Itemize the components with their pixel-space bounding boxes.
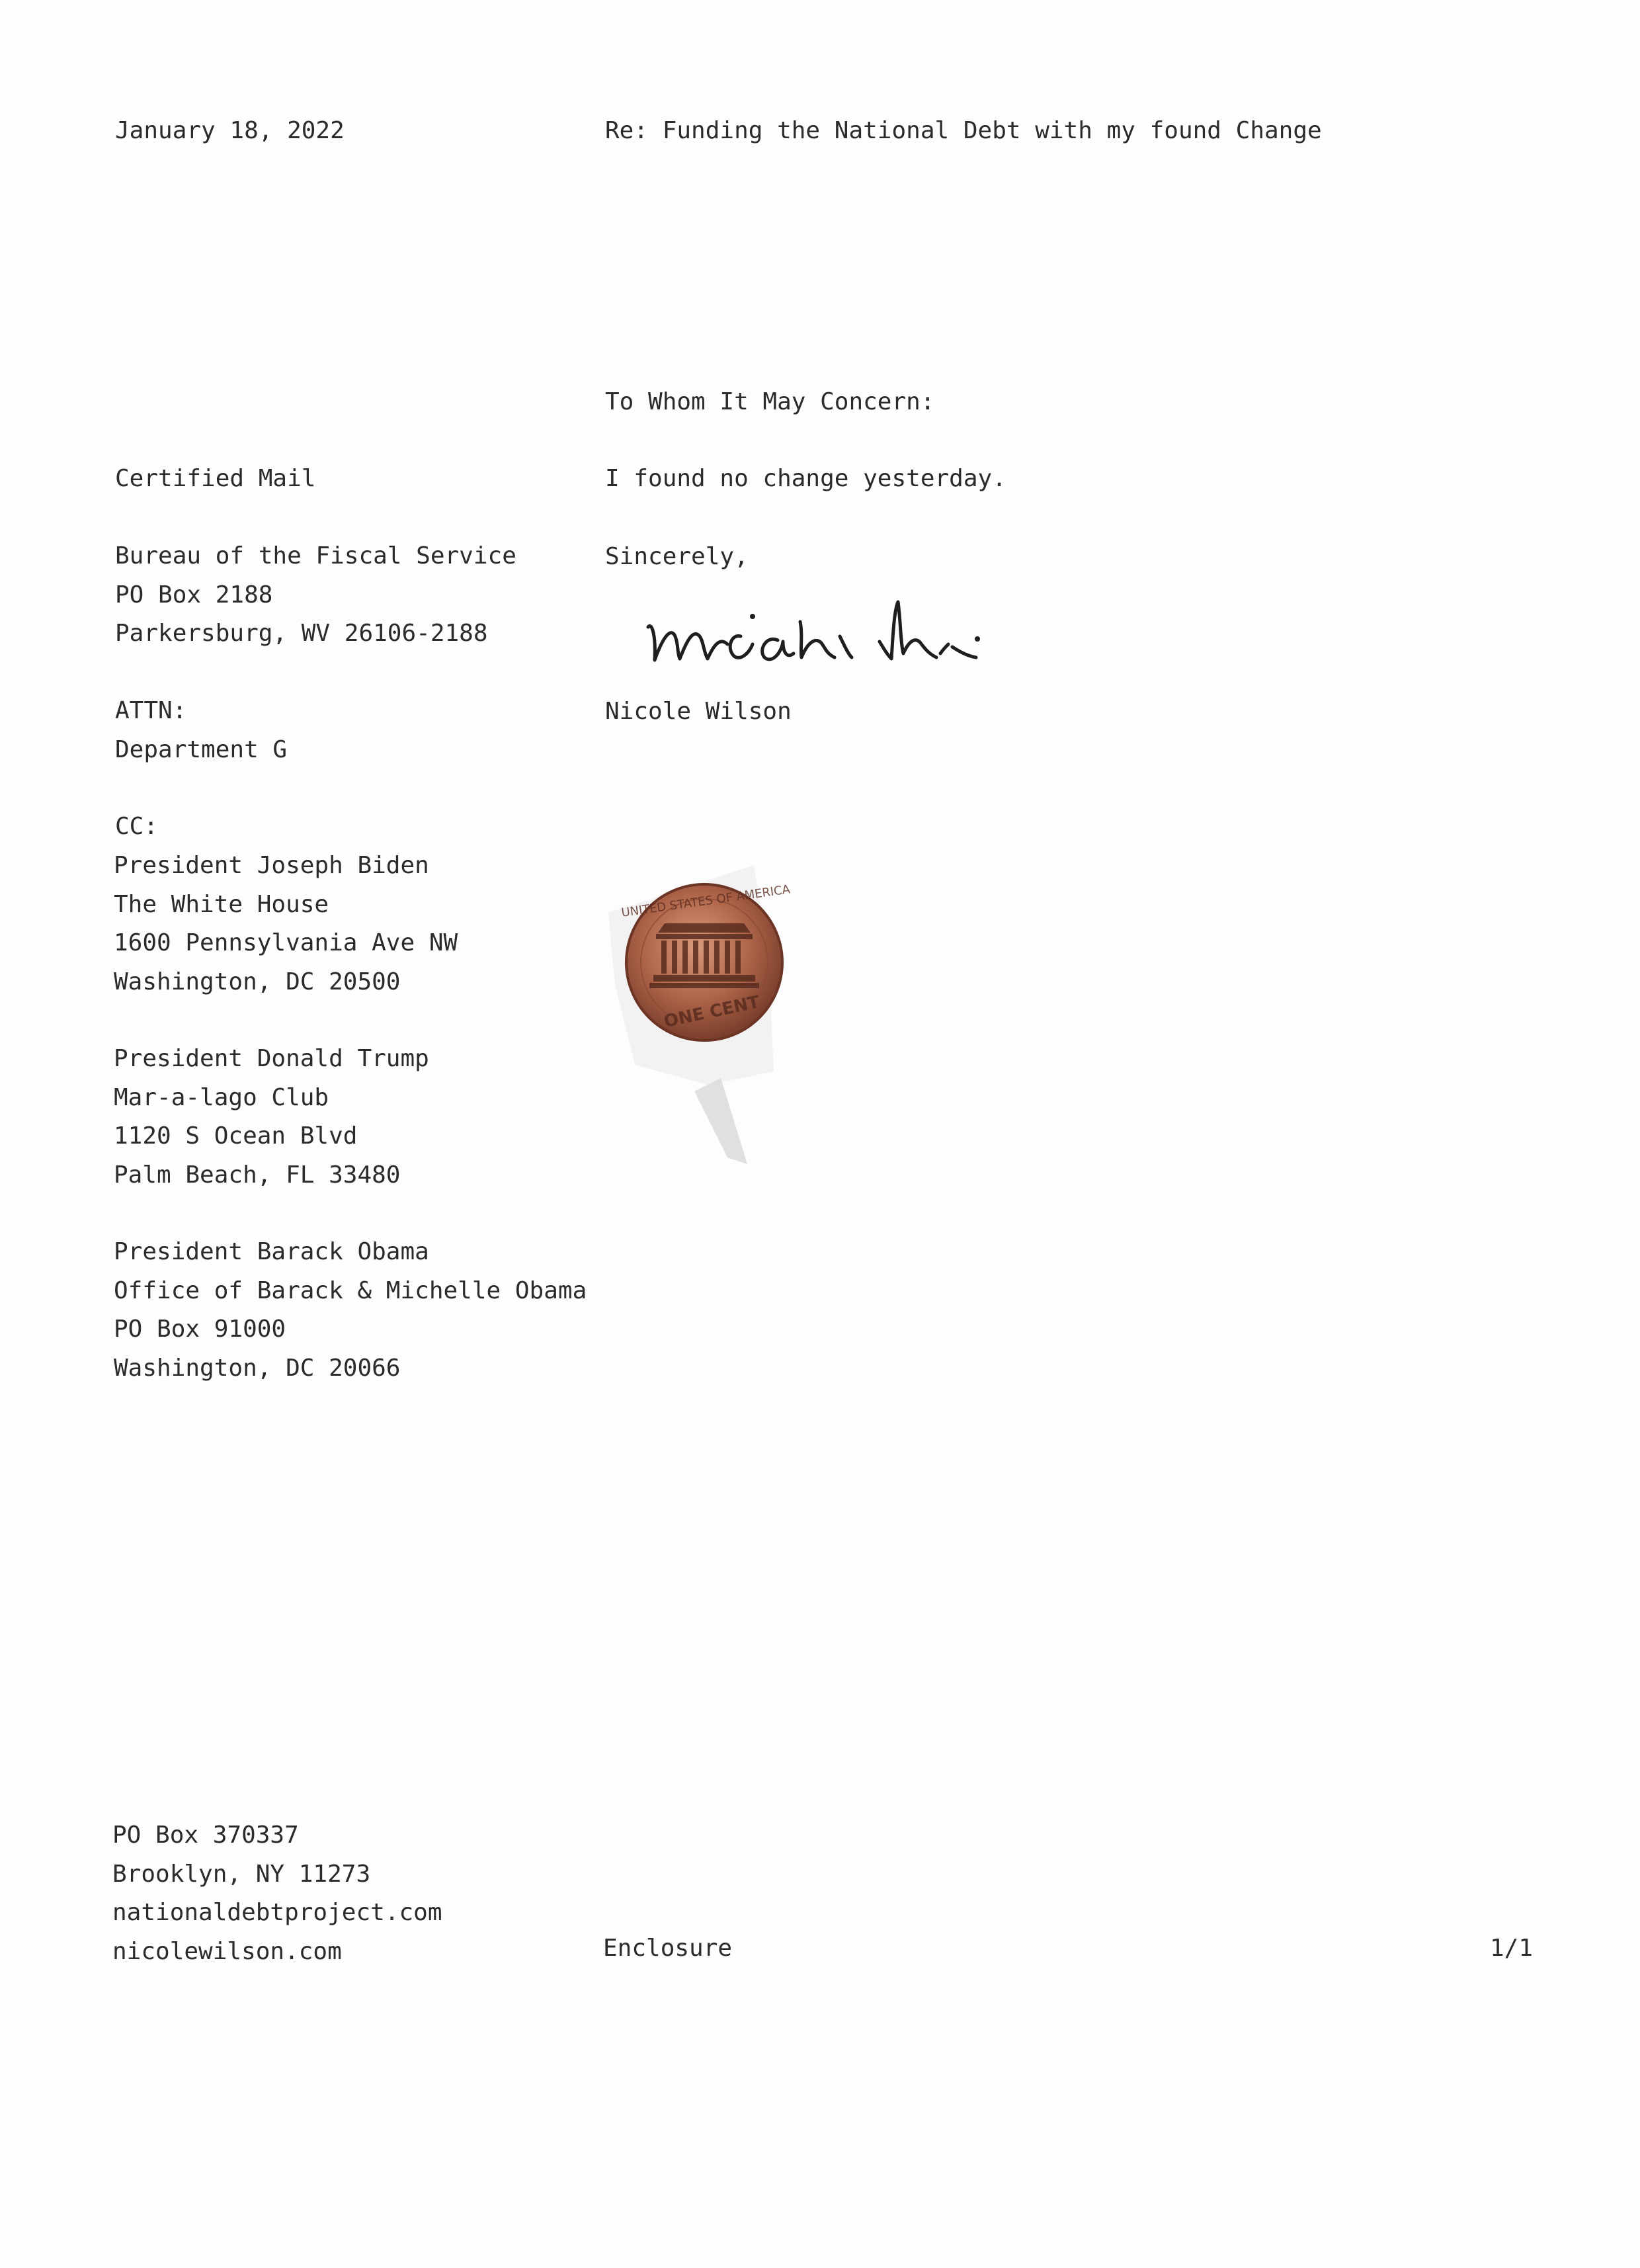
salutation: To Whom It May Concern: (605, 388, 935, 415)
page-number: 1/1 (1490, 1935, 1534, 1962)
address-line: Palm Beach, FL 33480 (114, 1161, 401, 1189)
attn-department: Department G (115, 735, 288, 763)
sender-website: nationaldebtproject.com (112, 1899, 442, 1926)
sender-website-personal: nicolewilson.com (112, 1937, 342, 1965)
address-line: Mar-a-lago Club (114, 1083, 329, 1111)
recipient-address (115, 537, 516, 653)
address-line: Office of Barack & Michelle Obama (114, 1277, 587, 1304)
address-line: Parkersburg, WV 26106-2188 (115, 620, 488, 647)
letter-body: I found no change yesterday. (605, 465, 1006, 492)
address-line: Bureau of the Fiscal Service (115, 542, 516, 569)
signer-name: Nicole Wilson (605, 698, 792, 725)
closing: Sincerely, (605, 543, 749, 570)
sender-city: Brooklyn, NY 11273 (112, 1860, 371, 1888)
svg-text:UNITED STATES OF AMERICA: UNITED STATES OF AMERICA (620, 882, 792, 920)
enclosed-penny-image (595, 853, 833, 1164)
enclosure-label: Enclosure (603, 1935, 733, 1962)
attn-label: ATTN: (115, 697, 187, 724)
address-line: President Barack Obama (114, 1238, 429, 1265)
handwritten-signature (641, 575, 1012, 681)
address-line: The White House (114, 890, 329, 918)
letter-date: January 18, 2022 (115, 117, 345, 144)
attention-block (115, 692, 287, 769)
cc-recipient-biden (114, 847, 458, 1001)
letter-subject: Re: Funding the National Debt with my found Change (605, 117, 1322, 144)
address-line: 1600 Pennsylvania Ave NW (114, 929, 458, 956)
address-line: Washington, DC 20066 (114, 1354, 401, 1382)
cc-recipient-obama (114, 1233, 587, 1388)
svg-text:ONE CENT: ONE CENT (662, 992, 762, 1032)
cc-recipient-trump (114, 1040, 429, 1195)
sender-footer (112, 1816, 442, 1971)
cc-label: CC: (115, 813, 159, 840)
mail-type: Certified Mail (115, 465, 316, 492)
address-line: 1120 S Ocean Blvd (114, 1122, 358, 1150)
cc-label-block (115, 808, 158, 847)
address-line: PO Box 2188 (115, 581, 273, 609)
address-line: President Joseph Biden (114, 852, 429, 879)
address-line: President Donald Trump (114, 1045, 429, 1072)
address-line: PO Box 91000 (114, 1316, 286, 1343)
sender-po-box: PO Box 370337 (112, 1822, 299, 1849)
address-line: Washington, DC 20500 (114, 968, 401, 995)
